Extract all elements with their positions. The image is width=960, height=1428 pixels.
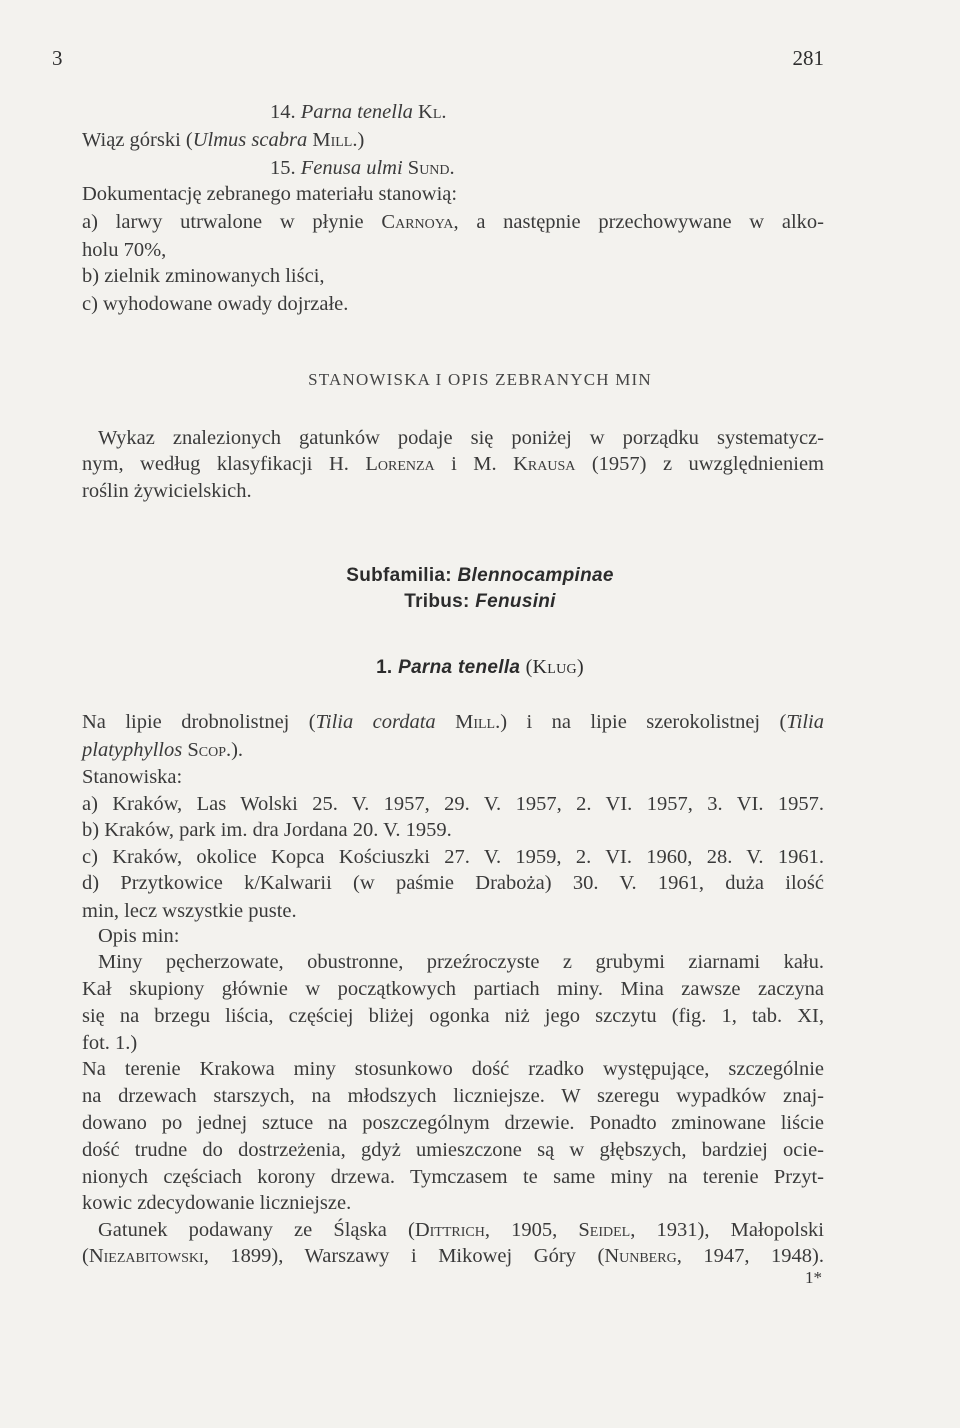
host-line	[82, 126, 824, 154]
species-name: Fenusa ulmi	[300, 157, 403, 179]
text: , 1905,	[484, 1219, 579, 1241]
host-latin-name: Tilia	[786, 711, 824, 733]
host-text: Wiąz górski (	[82, 129, 193, 151]
host-author: Mill.	[435, 711, 501, 733]
text: (	[82, 1245, 89, 1267]
species-name: Parna tenella	[398, 657, 521, 678]
text: ) i na lipie szerokolistnej (	[500, 711, 787, 733]
text: nym, według klasyfikacji H.	[82, 453, 366, 475]
mine-desc-line: fot. 1.)	[82, 1032, 138, 1054]
list-item-15	[270, 154, 960, 182]
species-number: 1.	[376, 657, 399, 678]
localities-label: Stanowiska:	[82, 766, 183, 788]
mine-desc-line: nionych częściach korony drzewa. Tymczasem te same miny na terenie Przyt-	[82, 1166, 824, 1188]
section-intro-line-1: Wykaz znalezionych gatunków podaje się poniżej w porządku systematycz-	[98, 427, 824, 449]
author-name: Lorenza	[365, 453, 435, 475]
species-author: (Klug)	[520, 656, 584, 678]
mine-desc-line: na drzewach starszych, na młodszych liczniejsze. W szeregu wypadków znaj-	[82, 1085, 824, 1107]
item-number: 14.	[270, 101, 301, 123]
mine-desc-line: Miny pęcherzowate, obustronne, przeźroczyste z grubymi ziarnami kału.	[98, 951, 824, 973]
species-heading	[0, 656, 960, 679]
locality-d: d) Przytkowice k/Kalwarii (w paśmie Draboża) 30. V. 1961, duża ilość	[82, 872, 824, 894]
mine-description-label: Opis min:	[98, 925, 180, 947]
tribus-name: Fenusini	[475, 591, 556, 612]
host-latin-name: Tilia cordata	[315, 711, 436, 733]
text: , 1899), Warszawy i Mikowej Góry (	[203, 1245, 605, 1267]
doc-item-a-text-end: , a następnie przechowywane w alko-	[453, 211, 824, 233]
section-intro-line-3: roślin żywicielskich.	[82, 480, 252, 502]
section-heading: STANOWISKA I OPIS ZEBRANYCH MIN	[308, 370, 652, 389]
hosts-line-1	[82, 708, 824, 736]
paren-close: )	[357, 129, 365, 151]
species-name: Parna tenella	[300, 101, 413, 123]
host-latin-name: platyphyllos	[82, 739, 183, 761]
section-intro-line-2	[82, 450, 824, 478]
mine-desc-line: dość trudne do dostrzeżenia, gdyż umieszczone są w głębszych, bardziej ocie-	[82, 1139, 824, 1161]
subfamily-heading	[0, 565, 960, 587]
text: Gatunek podawany ze Śląska (	[98, 1219, 415, 1241]
locality-b: b) Kraków, park im. dra Jordana 20. V. 1959.	[82, 819, 452, 841]
page-number: 281	[792, 46, 824, 70]
list-item-14	[270, 98, 960, 126]
mine-desc-line: kowic zdecydowanie liczniejsze.	[82, 1192, 352, 1214]
text: ).	[231, 739, 244, 761]
locality-a: a) Kraków, Las Wolski 25. V. 1957, 29. V. 1957, 2. VI. 1957, 3. VI. 1957.	[82, 793, 824, 815]
author-name: Carnoya	[381, 211, 454, 233]
doc-item-a-text: a) larwy utrwalone w płynie	[82, 211, 382, 233]
host-author: Mill.	[312, 129, 358, 151]
author-name: Dittrich	[414, 1219, 485, 1241]
signature-mark: 1*	[805, 1268, 822, 1287]
item-number: 15.	[270, 157, 301, 179]
page-section-number: 3	[52, 46, 63, 70]
subfamily-label: Subfamilia:	[346, 565, 458, 586]
mine-desc-line: dowano po jednej sztuce na poszczególnym drzewie. Ponadto zminowane liście	[82, 1112, 824, 1134]
author-name: Krausa	[513, 453, 576, 475]
text: i M.	[434, 453, 514, 475]
author-name: Seidel	[578, 1219, 631, 1241]
locality-d-cont: min, lecz wszystkie puste.	[82, 900, 297, 922]
text: , 1931), Małopolski	[630, 1219, 825, 1241]
doc-item-a-cont: holu 70%,	[82, 239, 167, 261]
mine-desc-line: się na brzegu liścia, częściej bliżej ogonka niż jego szczytu (fig. 1, tab. XI,	[82, 1005, 824, 1027]
author-name: Nunberg	[604, 1245, 677, 1267]
locality-c: c) Kraków, okolice Kopca Kościuszki 27. V. 1959, 2. VI. 1960, 28. V. 1961.	[82, 846, 824, 868]
text: , 1947, 1948).	[676, 1245, 825, 1267]
tribus-label: Tribus:	[404, 591, 476, 612]
documentation-heading: Dokumentację zebranego materiału stanowią:	[82, 183, 458, 205]
mine-desc-line: Kał skupiony głównie w początkowych partiach miny. Mina zawsze zaczyna	[82, 978, 824, 1000]
hosts-line-2	[82, 736, 824, 764]
species-author: Kl.	[418, 101, 447, 123]
host-latin-name: Ulmus scabra	[192, 129, 308, 151]
doc-item-b: b) zielnik zminowanych liści,	[82, 265, 325, 287]
tribus-heading	[0, 591, 960, 613]
text: Na lipie drobnolistnej (	[82, 711, 316, 733]
doc-item-c: c) wyhodowane owady dojrzałe.	[82, 293, 349, 315]
text: (1957) z uwzględnieniem	[575, 453, 825, 475]
species-author: Sund.	[407, 157, 455, 179]
author-name: Niezabitowski	[88, 1245, 204, 1267]
host-author: Scop.	[182, 739, 232, 761]
distribution-line-2	[82, 1242, 824, 1270]
doc-item-a	[82, 208, 824, 236]
subfamily-name: Blennocampinae	[457, 565, 614, 586]
distribution-line-1	[98, 1216, 824, 1244]
mine-desc-line: Na terenie Krakowa miny stosunkowo dość rzadko występujące, szczególnie	[82, 1058, 824, 1080]
